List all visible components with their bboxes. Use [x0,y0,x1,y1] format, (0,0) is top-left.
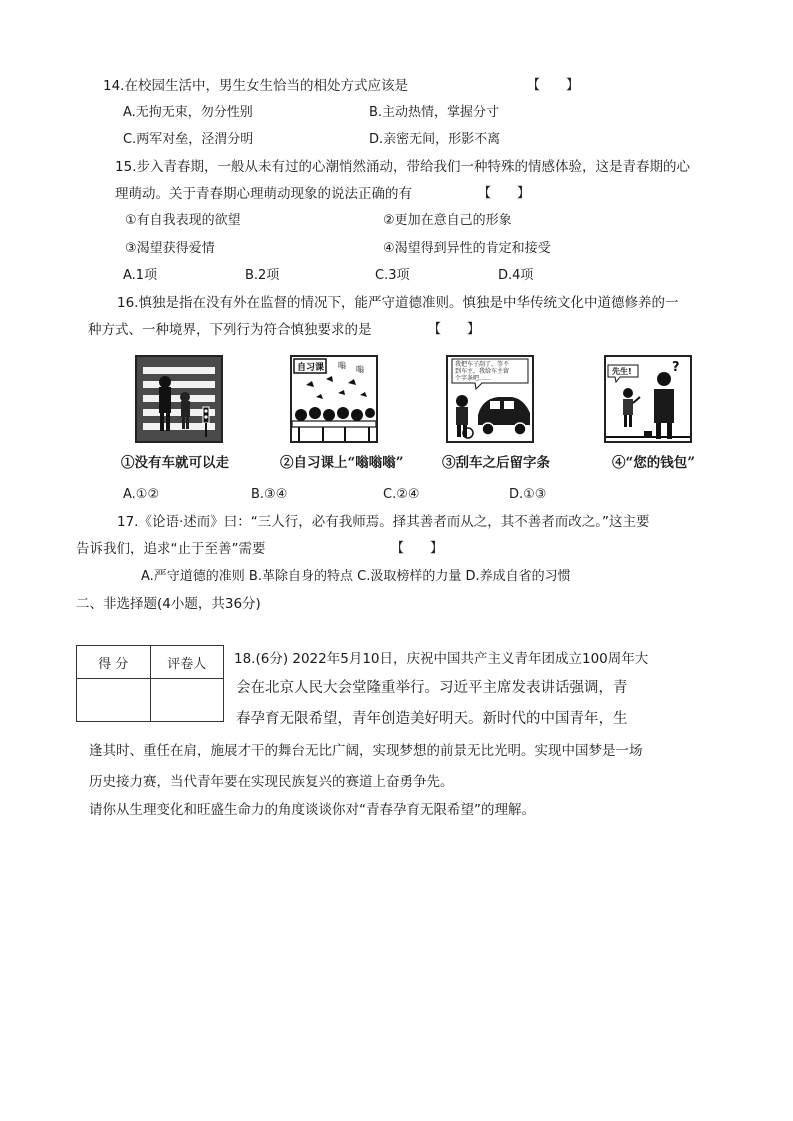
cartoon-crosswalk [135,355,223,443]
buzz-sound-b: 嗡 [356,365,364,374]
scratched-car-illustration [448,357,532,441]
q15-option-d: D.4项 [498,268,534,283]
q18-line3: 春孕育无限希望，青年创造美好明天。新时代的中国青年，生 [236,711,628,727]
q16-stem-line2: 种方式、一种境界，下列行为符合慎独要求的是 [88,322,372,338]
cartoon-caption-1: ①没有车就可以走 [121,455,229,471]
q15-item-1: ①有自我表现的欲望 [125,213,241,228]
q16-option-a: A.①② [123,487,160,502]
q18-line2: 会在北京人民大会堂隆重举行。习近平主席发表讲话强调，青 [236,680,628,696]
q17-answer-bracket: 【 】 [391,541,444,556]
q15-stem-line2: 理萌动。关于青春期心理萌动现象的说法正确的有 [115,186,412,202]
cartoon-study-hall [290,355,378,443]
q15-item-3: ③渴望获得爱情 [125,241,215,256]
cartoon-caption-4: ④“您的钱包” [612,455,696,471]
q16-option-c: C.②④ [383,487,420,502]
q16-option-b: B.③④ [251,487,288,502]
cartoon-caption-3: ③刮车之后留字条 [442,455,550,471]
q18-line4: 逢其时、重任在肩，施展才干的舞台无比广阔，实现梦想的前景无比光明。实现中国梦是一场 [89,743,643,759]
q15-item-2: ②更加在意自己的形象 [383,213,512,228]
note-text-line1: 我把车子刮了，等不 [455,361,510,368]
question-mark: ? [672,360,680,375]
q15-option-c: C.3项 [375,268,410,283]
q14-option-b: B.主动热情，掌握分寸 [369,105,500,120]
study-hall-illustration [292,357,376,441]
crosswalk-illustration [137,357,221,441]
study-hall-sign: 自习课 [297,363,325,373]
q15-option-a: A.1项 [123,268,158,283]
buzz-sound-a: 嗡 [338,361,346,370]
q15-stem-line1: 15.步入青春期，一般从未有过的心潮悄然涌动，带给我们一种特殊的情感体验，这是青春期的心 [115,159,690,175]
score-table [76,645,224,722]
wallet-illustration [606,357,690,441]
q15-answer-bracket: 【 】 [478,186,531,201]
q16-option-d: D.①③ [509,487,547,502]
q17-options: A.严守道德的准则 B.革除自身的特点 C.汲取榜样的力量 D.养成自省的习惯 [141,569,571,584]
q18-line1: 18.(6分) 2022年5月10日，庆祝中国共产主义青年团成立100周年大 [234,651,649,667]
grader-header: 评卷人 [150,646,224,679]
q14-option-c: C.两军对垒，泾渭分明 [123,132,254,147]
q17-stem-line2: 告诉我们，追求“止于至善”需要 [76,541,266,557]
q14-option-d: D.亲密无间，形影不离 [369,132,501,147]
q18-line5: 历史接力赛，当代青年要在实现民族复兴的赛道上奋勇争先。 [89,774,454,790]
cartoon-scratched-car [446,355,534,443]
q16-stem-line1: 16.慎独是指在没有外在监督的情况下，能严守道德准则。慎独是中华传统文化中道德修养的一 [117,295,679,311]
q14-answer-bracket: 【 】 [527,78,580,93]
q15-option-b: B.2项 [245,268,280,283]
section-title: 二、非选择题(4小题，共36分) [76,596,261,612]
q18-question: 请你从生理变化和旺盛生命力的角度谈谈你对“青春孕育无限希望”的理解。 [89,802,535,818]
q17-stem-line1: 17.《论语·述而》曰：“三人行，必有我师焉。择其善者而从之，其不善者而改之。”这主要 [117,514,650,530]
cartoon-caption-2: ②自习课上“嗡嗡嗡” [280,455,404,471]
speech-bubble-text: 先生! [612,367,632,376]
q15-item-4: ④渴望得到异性的肯定和接受 [383,241,551,256]
q16-answer-bracket: 【 】 [428,322,481,337]
note-text-line2: 到车主，我给车主留 [455,368,510,375]
score-cell[interactable] [77,679,151,722]
score-header: 得 分 [77,646,151,679]
q14-stem: 14.在校园生活中，男生女生恰当的相处方式应该是 [103,78,408,94]
cartoon-wallet [604,355,692,443]
note-text-line3: 个字条吧…… [455,375,492,382]
q14-option-a: A.无拘无束，勿分性别 [123,105,253,120]
grader-cell[interactable] [150,679,224,722]
